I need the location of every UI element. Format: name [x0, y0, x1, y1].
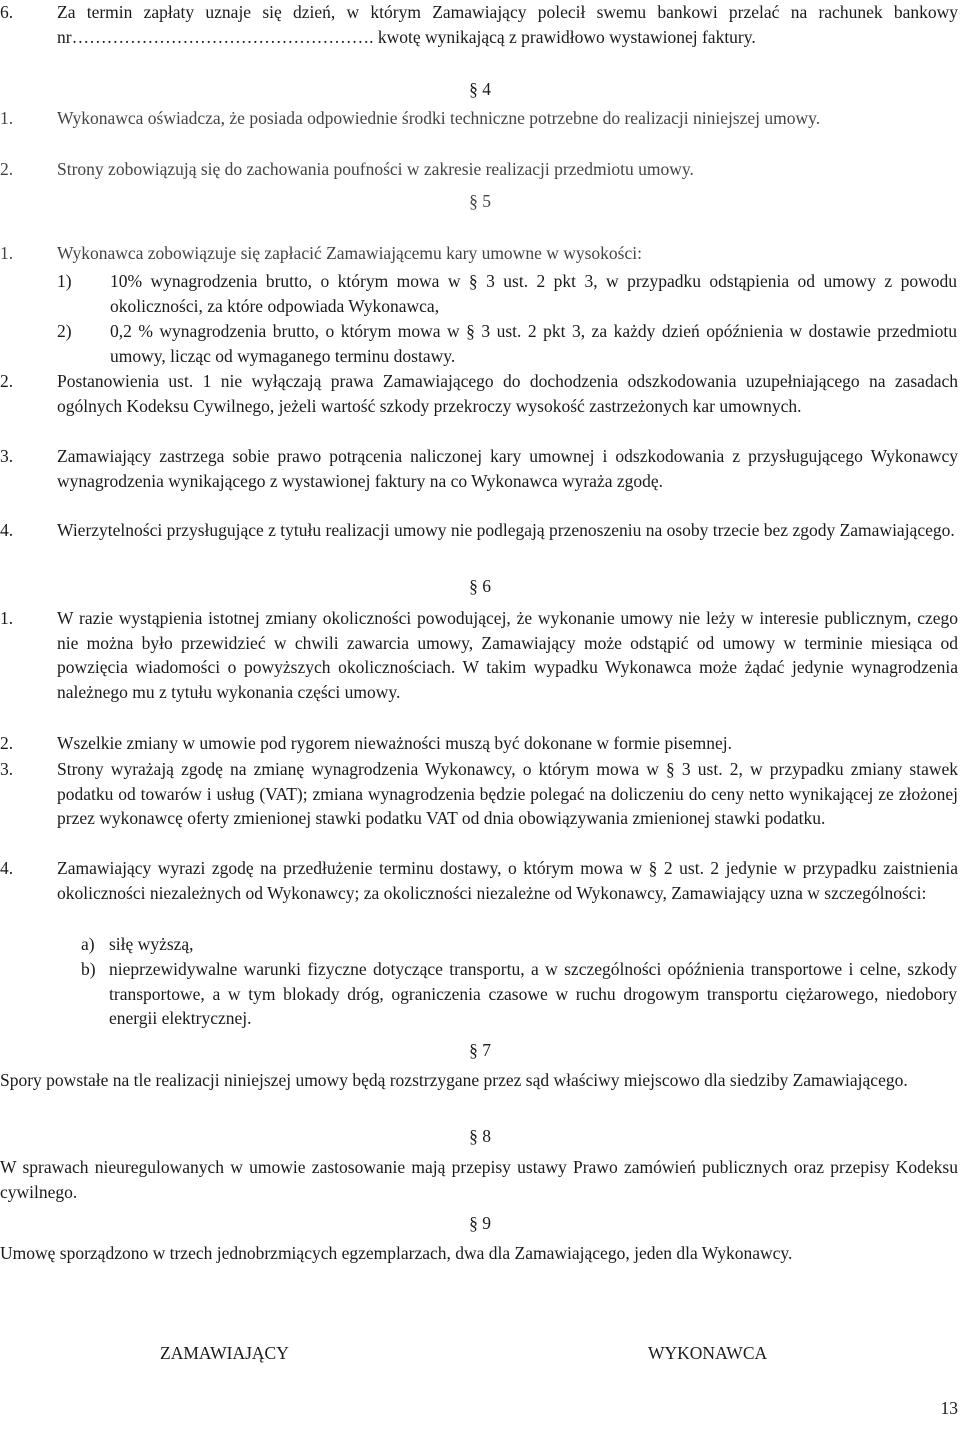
clause-text: Wszelkie zmiany w umowie pod rygorem nieważności muszą być dokonane w formie pisemnej. — [57, 733, 733, 753]
clause-text: Wykonawca zobowiązuje się zapłacić Zamawiającemu kary umowne w wysokości: — [57, 243, 642, 263]
clause-5-2 — [0, 369, 958, 418]
subclause-number: 2) — [57, 321, 72, 341]
clause-text: Zamawiający wyrazi zgodę na przedłużenie terminu dostawy, o którym mowa w § 2 ust. 2 jedynie w przypadku zaistnienia okoliczności niezależnych od Wykonawcy; za okoliczności niezależne od Wykonawcy, Zamawiający uzna w szczególności: — [57, 858, 958, 903]
section-heading-5: § 5 — [469, 191, 491, 211]
clause-6-4 — [0, 856, 958, 905]
clause-text: Wykonawca oświadcza, że posiada odpowiednie środki techniczne potrzebne do realizacji niniejszej umowy. — [57, 108, 821, 128]
clause-6 — [0, 0, 958, 49]
clause-number: 2. — [0, 371, 14, 391]
clause-text: Za termin zapłaty uznaje się dzień, w którym Zamawiający polecił swemu bankowi przelać na rachunek bankowy nr……………………………………………. kwotę wynikającą z prawidłowo wystawionej faktury. — [57, 2, 958, 47]
clause-text: Wierzytelności przysługujące z tytułu realizacji umowy nie podlegają przenoszeniu na osoby trzecie bez zgody Zamawiającego. — [57, 520, 955, 540]
clause-6-1 — [0, 606, 958, 704]
section-heading-6: § 6 — [469, 576, 491, 596]
clause-text: W razie wystąpienia istotnej zmiany okoliczności powodującej, że wykonanie umowy nie leży w interesie publicznym, czego nie można było przewidzieć w chwili zawarcia umowy, Zamawiający może odstąpić od umowy w terminie miesiąca od powzięcia wiadomości o powyższych okolicznościach. W takim wypadku Wykonawca może żądać jedynie wynagrodzenia należnego mu z tytułu wykonania części umowy. — [57, 608, 958, 702]
clause-number: 4. — [0, 520, 14, 540]
signature-label-ordering-party: ZAMAWIAJĄCY — [160, 1343, 289, 1363]
clause-number: 3. — [0, 759, 14, 779]
page-number: 13 — [940, 1398, 958, 1418]
subclause-text: nieprzewidywalne warunki fizyczne dotyczące transportu, a w szczególności opóźnienia transportowe i celne, szkody transportowe, a w tym blokady dróg, ograniczenia czasowe w ruchu drogowym transportu ciężarowego, niedobory energii elektrycznej. — [109, 959, 957, 1029]
clause-text: Strony wyrażają zgodę na zmianę wynagrodzenia Wykonawcy, o którym mowa w § 3 ust. 2, w przypadku zmiany stawek podatku od towarów i usług (VAT); zmiana wynagrodzenia będzie polegać na doliczeniu do ceny netto wynikającej ze złożonej przez wykonawcę oferty zmienionej stawki podatku VAT od dnia obowiązywania zmienionej stawki podatku. — [57, 759, 958, 829]
signature-label-contractor: WYKONAWCA — [648, 1343, 768, 1363]
section-heading-8: § 8 — [469, 1126, 491, 1146]
clause-5-4 — [0, 518, 958, 543]
clause-number: 3. — [0, 446, 14, 466]
clause-text: Postanowienia ust. 1 nie wyłączają prawa Zamawiającego do dochodzenia odszkodowania uzupełniającego na zasadach ogólnych Kodeksu Cywilnego, jeżeli wartość szkody przekroczy wysokość zastrzeżonych kar umownych. — [57, 371, 958, 416]
subclause-number: b) — [81, 959, 96, 979]
paragraph-9: Umowę sporządzono w trzech jednobrzmiących egzemplarzach, dwa dla Zamawiającego, jeden dla Wykonawcy. — [0, 1243, 793, 1263]
clause-4-2 — [0, 157, 958, 182]
subclause-number: a) — [81, 934, 95, 954]
section-heading-4: § 4 — [469, 79, 491, 99]
clause-5-1-1 — [57, 269, 957, 318]
clause-number: 6. — [0, 2, 14, 22]
clause-number: 4. — [0, 858, 14, 878]
paragraph-7: Spory powstałe na tle realizacji niniejszej umowy będą rozstrzygane przez sąd właściwy miejscowo dla siedziby Zamawiającego. — [0, 1070, 908, 1090]
clause-6-4-a — [81, 932, 957, 957]
clause-text: Strony zobowiązują się do zachowania poufności w zakresie realizacji przedmiotu umowy. — [57, 159, 694, 179]
section-heading-9: § 9 — [469, 1213, 491, 1233]
subclause-text: siłę wyższą, — [109, 934, 194, 954]
clause-5-1-2 — [57, 319, 957, 368]
clause-5-3 — [0, 444, 958, 493]
clause-4-1 — [0, 106, 958, 131]
clause-5-1 — [0, 241, 958, 266]
clause-number: 1. — [0, 608, 14, 628]
clause-6-3 — [0, 757, 958, 831]
clause-number: 2. — [0, 733, 14, 753]
clause-number: 1. — [0, 108, 14, 128]
clause-6-2 — [0, 731, 958, 756]
subclause-text: 0,2 % wynagrodzenia brutto, o którym mowa w § 3 ust. 2 pkt 3, za każdy dzień opóźnienia w dostawie przedmiotu umowy, licząc od wymaganego terminu dostawy. — [110, 321, 957, 366]
clause-number: 2. — [0, 159, 14, 179]
clause-text: Zamawiający zastrzega sobie prawo potrącenia naliczonej kary umownej i odszkodowania z przysługującego Wykonawcy wynagrodzenia wynikającego z wystawionej faktury na co Wykonawca wyraża zgodę. — [57, 446, 958, 491]
subclause-text: 10% wynagrodzenia brutto, o którym mowa w § 3 ust. 2 pkt 3, w przypadku odstąpienia od umowy z powodu okoliczności, za które odpowiada Wykonawca, — [110, 271, 957, 316]
subclause-number: 1) — [57, 271, 72, 291]
clause-6-4-b — [81, 957, 957, 1031]
paragraph-8: W sprawach nieuregulowanych w umowie zastosowanie mają przepisy ustawy Prawo zamówień publicznych oraz przepisy Kodeksu cywilnego. — [0, 1157, 958, 1202]
section-heading-7: § 7 — [469, 1040, 491, 1060]
clause-number: 1. — [0, 243, 14, 263]
